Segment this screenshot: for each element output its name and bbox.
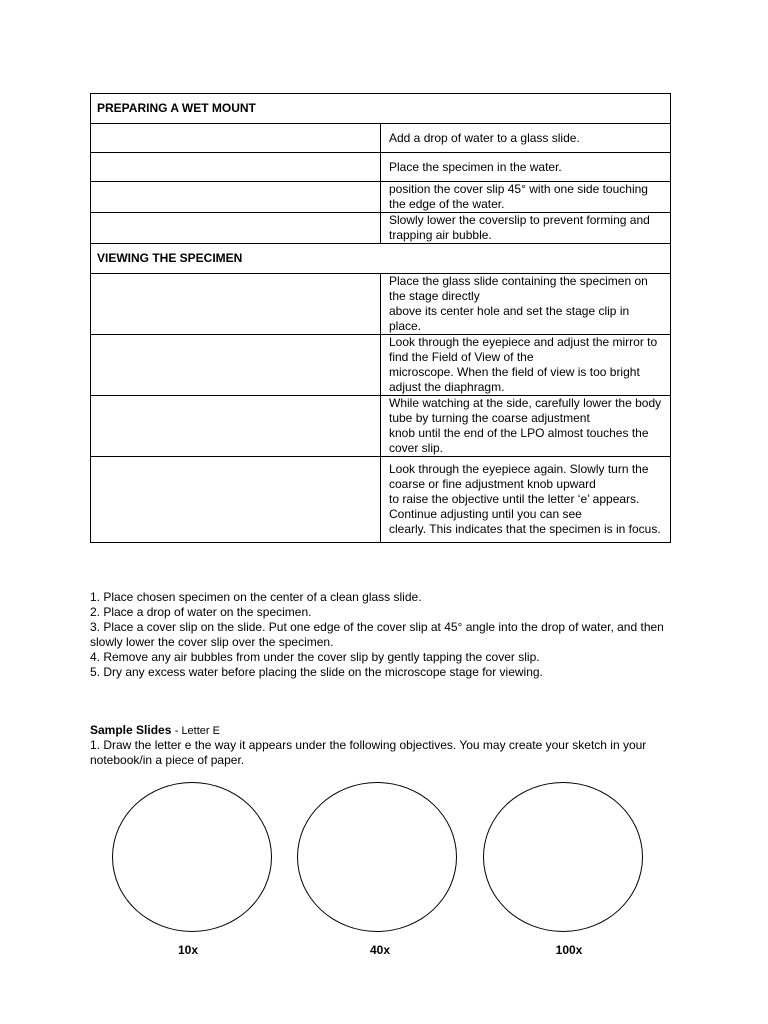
label-40x: 40x — [369, 943, 391, 957]
step-number-cell — [91, 274, 381, 335]
step-number-cell — [91, 457, 381, 543]
step-number-cell — [91, 124, 381, 153]
step-line: above its center hole and set the stage clip in place. — [389, 304, 630, 333]
sample-title-text: Sample Slides — [90, 723, 172, 737]
sample-instruction: 1. Draw the letter e the way it appears under the following objectives. You may create your sketch in your notebook/in a piece of paper. — [90, 738, 647, 767]
viewing-step — [381, 335, 671, 396]
list-item: 3. Place a cover slip on the slide. Put one edge of the cover slip at 45° angle into the drop of water, and then slowly lower the cover slip over the specimen. — [90, 620, 664, 649]
label-100x: 100x — [555, 943, 583, 957]
wet-mount-step: position the cover slip 45° with one side touching the edge of the water. — [381, 182, 671, 213]
step-line: clearly. This indicates that the specimen is in focus. — [389, 522, 661, 536]
sample-subtitle: - Letter E — [174, 725, 220, 737]
step-line: knob until the end of the LPO almost touches the cover slip. — [389, 426, 649, 455]
step-number-cell — [91, 396, 381, 457]
step-line: Look through the eyepiece again. Slowly turn the coarse or fine adjustment knob upward — [389, 462, 649, 491]
step-line: Place the glass slide containing the specimen on the stage directly — [389, 274, 648, 303]
list-item: 2. Place a drop of water on the specimen. — [90, 605, 312, 619]
viewing-step — [381, 396, 671, 457]
viewing-step — [381, 457, 671, 543]
wet-mount-heading: PREPARING A WET MOUNT — [91, 94, 671, 124]
wet-mount-step: Slowly lower the coverslip to prevent forming and trapping air bubble. — [381, 213, 671, 244]
table-row — [91, 124, 671, 153]
wet-mount-step: Add a drop of water to a glass slide. — [381, 124, 671, 153]
procedure-table — [90, 93, 671, 543]
drawing-circle-40x — [297, 782, 457, 932]
viewing-heading: VIEWING THE SPECIMEN — [91, 244, 671, 274]
list-item: 1. Place chosen specimen on the center of a clean glass slide. — [90, 590, 422, 604]
procedure-list — [90, 590, 680, 680]
table-row — [91, 274, 671, 335]
step-line: to raise the objective until the letter ‘e’ appears. Continue adjusting until you can see — [389, 492, 640, 521]
step-number-cell — [91, 213, 381, 244]
wet-mount-step: Place the specimen in the water. — [381, 153, 671, 182]
label-10x: 10x — [177, 943, 199, 957]
list-item: 4. Remove any air bubbles from under the cover slip by gently tapping the cover slip. — [90, 650, 540, 664]
sample-slides-title — [90, 723, 220, 737]
viewing-step — [381, 274, 671, 335]
step-line: Look through the eyepiece and adjust the mirror to find the Field of View of the — [389, 335, 658, 364]
drawing-circle-100x — [483, 782, 643, 932]
list-item: 5. Dry any excess water before placing the slide on the microscope stage for viewing. — [90, 665, 543, 679]
step-number-cell — [91, 335, 381, 396]
table-row — [91, 153, 671, 182]
step-number-cell — [91, 153, 381, 182]
table-section-header — [91, 94, 671, 124]
table-row — [91, 396, 671, 457]
step-line: microscope. When the field of view is too bright adjust the diaphragm. — [389, 365, 640, 394]
table-row — [91, 182, 671, 213]
step-number-cell — [91, 182, 381, 213]
drawing-circle-10x — [112, 782, 272, 932]
step-line: While watching at the side, carefully lower the body tube by turning the coarse adjustment — [389, 396, 662, 425]
table-row — [91, 457, 671, 543]
table-row — [91, 335, 671, 396]
table-row — [91, 213, 671, 244]
table-section-header — [91, 244, 671, 274]
